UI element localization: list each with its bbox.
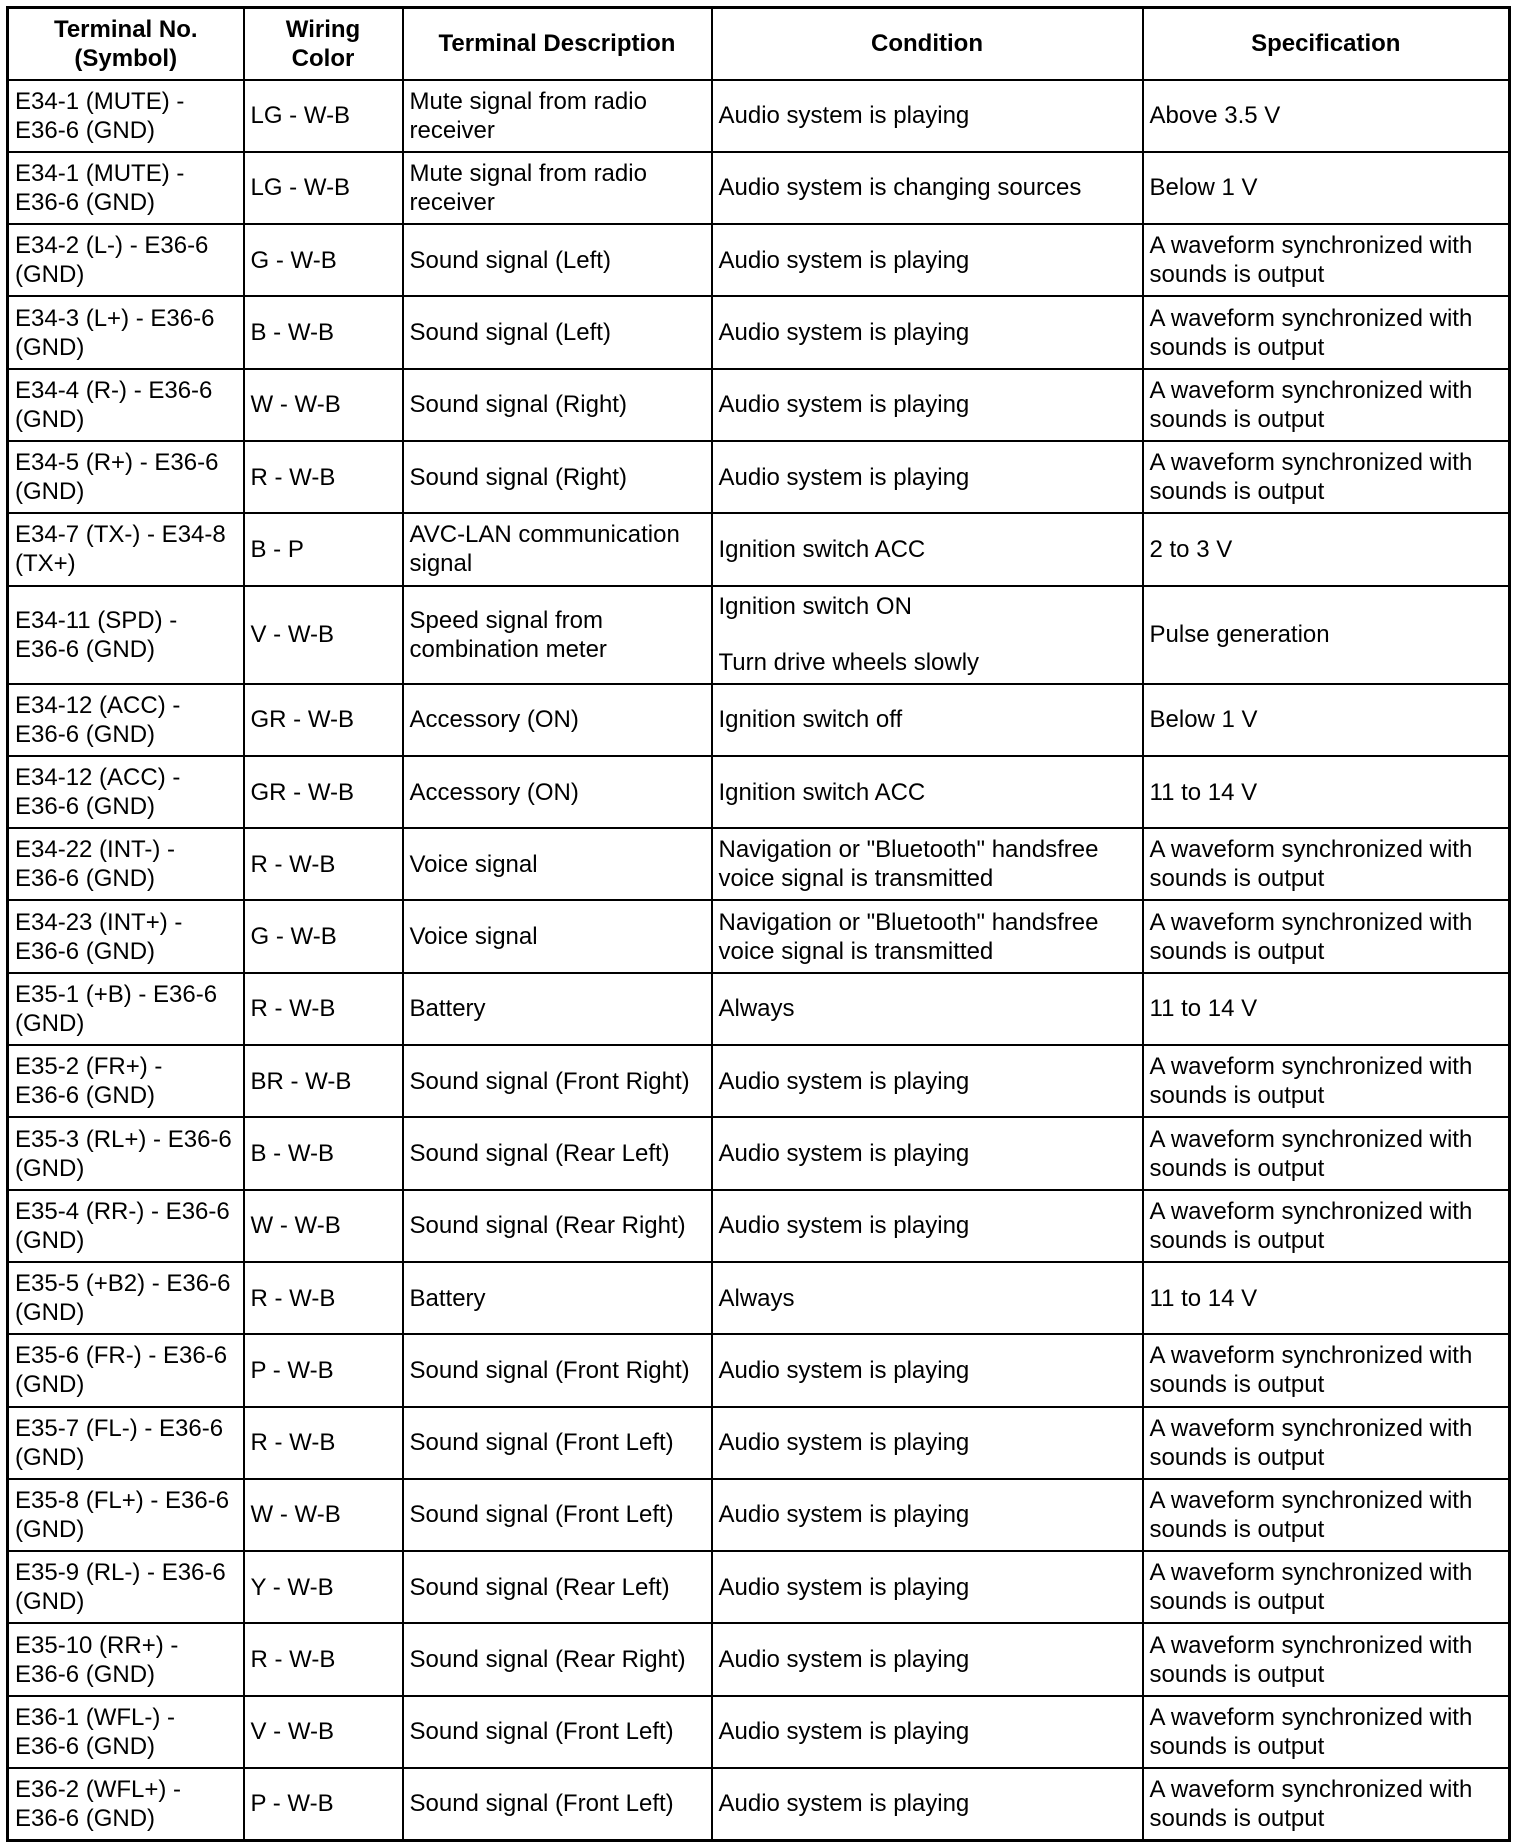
- cell-wiring-color: GR - W-B: [244, 756, 403, 828]
- cell-terminal: E34-5 (R+) - E36-6 (GND): [8, 441, 244, 513]
- cell-terminal: E34-7 (TX-) - E34-8 (TX+): [8, 513, 244, 585]
- cell-specification: A waveform synchronized with sounds is output: [1143, 900, 1510, 972]
- condition-line: Audio system is playing: [718, 391, 970, 419]
- table-row: [8, 441, 1510, 513]
- cell-wiring-color: G - W-B: [244, 224, 403, 296]
- cell-specification: A waveform synchronized with sounds is output: [1143, 1551, 1510, 1623]
- cell-terminal: E34-22 (INT-) - E36-6 (GND): [8, 828, 244, 900]
- cell-specification: Below 1 V: [1143, 152, 1510, 224]
- cell-terminal-description: Sound signal (Rear Left): [403, 1117, 712, 1189]
- cell-terminal: E34-1 (MUTE) - E36-6 (GND): [8, 80, 244, 152]
- cell-terminal-description: Sound signal (Right): [403, 441, 712, 513]
- cell-condition: [712, 1117, 1143, 1189]
- table-row: [8, 828, 1510, 900]
- cell-condition: [712, 1696, 1143, 1768]
- condition-line: Audio system is playing: [718, 1573, 970, 1601]
- cell-terminal: E34-1 (MUTE) - E36-6 (GND): [8, 152, 244, 224]
- cell-terminal-description: Battery: [403, 973, 712, 1045]
- cell-specification: A waveform synchronized with sounds is output: [1143, 1045, 1510, 1117]
- cell-specification: A waveform synchronized with sounds is output: [1143, 1407, 1510, 1479]
- table-row: [8, 1696, 1510, 1768]
- cell-condition: [712, 1045, 1143, 1117]
- cell-condition: [712, 80, 1143, 152]
- table-row: [8, 684, 1510, 756]
- cell-wiring-color: R - W-B: [244, 973, 403, 1045]
- cell-specification: A waveform synchronized with sounds is output: [1143, 1696, 1510, 1768]
- cell-terminal: E34-2 (L-) - E36-6 (GND): [8, 224, 244, 296]
- table-row: [8, 1334, 1510, 1406]
- cell-terminal: E35-1 (+B) - E36-6 (GND): [8, 973, 244, 1045]
- cell-wiring-color: LG - W-B: [244, 152, 403, 224]
- cell-terminal-description: Sound signal (Front Right): [403, 1334, 712, 1406]
- cell-wiring-color: V - W-B: [244, 1696, 403, 1768]
- condition-line: Always: [718, 1284, 795, 1312]
- cell-specification: A waveform synchronized with sounds is output: [1143, 828, 1510, 900]
- condition-line: Audio system is playing: [718, 319, 970, 347]
- cell-specification: 2 to 3 V: [1143, 513, 1510, 585]
- table-row: [8, 296, 1510, 368]
- condition-line: Audio system is playing: [718, 1212, 970, 1240]
- cell-terminal-description: AVC-LAN communication signal: [403, 513, 712, 585]
- cell-specification: A waveform synchronized with sounds is output: [1143, 1117, 1510, 1189]
- cell-condition: [712, 973, 1143, 1045]
- cell-wiring-color: R - W-B: [244, 441, 403, 513]
- cell-wiring-color: W - W-B: [244, 1479, 403, 1551]
- cell-terminal: E35-8 (FL+) - E36-6 (GND): [8, 1479, 244, 1551]
- cell-condition: [712, 1334, 1143, 1406]
- table-row: [8, 1262, 1510, 1334]
- header-specification: Specification: [1143, 8, 1510, 80]
- cell-specification: 11 to 14 V: [1143, 1262, 1510, 1334]
- cell-terminal-description: Sound signal (Rear Left): [403, 1551, 712, 1623]
- table-row: [8, 1407, 1510, 1479]
- cell-terminal: E35-10 (RR+) - E36-6 (GND): [8, 1623, 244, 1695]
- table-header: [8, 8, 1510, 80]
- cell-condition: [712, 441, 1143, 513]
- condition-line: Audio system is changing sources: [718, 174, 1082, 202]
- condition-line: Audio system is playing: [718, 1646, 970, 1674]
- cell-specification: Below 1 V: [1143, 684, 1510, 756]
- table-row: [8, 513, 1510, 585]
- cell-wiring-color: LG - W-B: [244, 80, 403, 152]
- cell-terminal: E35-4 (RR-) - E36-6 (GND): [8, 1190, 244, 1262]
- header-condition: Condition: [712, 8, 1143, 80]
- header-terminal-description: Terminal Description: [403, 8, 712, 80]
- cell-terminal: E36-1 (WFL-) - E36-6 (GND): [8, 1696, 244, 1768]
- condition-line: Audio system is playing: [718, 1718, 970, 1746]
- condition-line: Navigation or "Bluetooth" handsfree voice signal is transmitted: [718, 908, 1099, 965]
- cell-terminal-description: Battery: [403, 1262, 712, 1334]
- cell-wiring-color: B - W-B: [244, 1117, 403, 1189]
- cell-wiring-color: P - W-B: [244, 1334, 403, 1406]
- cell-condition: [712, 828, 1143, 900]
- table-row: [8, 900, 1510, 972]
- condition-line: Audio system is playing: [718, 1501, 970, 1529]
- cell-condition: [712, 224, 1143, 296]
- condition-line: Ignition switch ACC: [718, 778, 926, 806]
- cell-terminal-description: Voice signal: [403, 900, 712, 972]
- cell-wiring-color: G - W-B: [244, 900, 403, 972]
- table-row: [8, 586, 1510, 684]
- cell-terminal: E35-6 (FR-) - E36-6 (GND): [8, 1334, 244, 1406]
- cell-specification: A waveform synchronized with sounds is output: [1143, 1190, 1510, 1262]
- table-row: [8, 152, 1510, 224]
- cell-specification: Pulse generation: [1143, 586, 1510, 684]
- cell-wiring-color: GR - W-B: [244, 684, 403, 756]
- condition-line: Audio system is playing: [718, 1790, 970, 1818]
- condition-line: Audio system is playing: [718, 246, 970, 274]
- cell-wiring-color: W - W-B: [244, 369, 403, 441]
- cell-terminal: E34-4 (R-) - E36-6 (GND): [8, 369, 244, 441]
- table-row: [8, 80, 1510, 152]
- condition-line: Ignition switch ON: [718, 593, 912, 621]
- cell-wiring-color: R - W-B: [244, 1407, 403, 1479]
- cell-terminal-description: Voice signal: [403, 828, 712, 900]
- cell-terminal: E35-7 (FL-) - E36-6 (GND): [8, 1407, 244, 1479]
- cell-specification: A waveform synchronized with sounds is output: [1143, 441, 1510, 513]
- cell-specification: Above 3.5 V: [1143, 80, 1510, 152]
- cell-condition: [712, 1623, 1143, 1695]
- cell-wiring-color: BR - W-B: [244, 1045, 403, 1117]
- cell-condition: [712, 756, 1143, 828]
- cell-terminal-description: Sound signal (Front Left): [403, 1768, 712, 1840]
- cell-specification: 11 to 14 V: [1143, 756, 1510, 828]
- table-body: [8, 80, 1510, 1841]
- header-terminal-no: Terminal No. (Symbol): [8, 8, 244, 80]
- cell-terminal: E34-12 (ACC) - E36-6 (GND): [8, 756, 244, 828]
- cell-terminal: E34-23 (INT+) - E36-6 (GND): [8, 900, 244, 972]
- table-row: [8, 973, 1510, 1045]
- cell-terminal: E34-11 (SPD) - E36-6 (GND): [8, 586, 244, 684]
- cell-specification: A waveform synchronized with sounds is output: [1143, 224, 1510, 296]
- cell-terminal-description: Sound signal (Left): [403, 296, 712, 368]
- table-row: [8, 1117, 1510, 1189]
- cell-terminal-description: Sound signal (Front Left): [403, 1696, 712, 1768]
- cell-terminal: E34-3 (L+) - E36-6 (GND): [8, 296, 244, 368]
- cell-terminal-description: Sound signal (Rear Right): [403, 1623, 712, 1695]
- terminal-spec-table: [6, 6, 1511, 1842]
- table-row: [8, 224, 1510, 296]
- condition-line: Audio system is playing: [718, 1067, 970, 1095]
- table-row: [8, 369, 1510, 441]
- cell-condition: [712, 1768, 1143, 1840]
- cell-wiring-color: Y - W-B: [244, 1551, 403, 1623]
- table-row: [8, 1190, 1510, 1262]
- cell-specification: A waveform synchronized with sounds is output: [1143, 1768, 1510, 1840]
- condition-line: Ignition switch ACC: [718, 535, 926, 563]
- cell-specification: A waveform synchronized with sounds is output: [1143, 1479, 1510, 1551]
- table-row: [8, 1623, 1510, 1695]
- cell-condition: [712, 1479, 1143, 1551]
- cell-terminal: E34-12 (ACC) - E36-6 (GND): [8, 684, 244, 756]
- cell-wiring-color: R - W-B: [244, 1262, 403, 1334]
- cell-terminal: E36-2 (WFL+) - E36-6 (GND): [8, 1768, 244, 1840]
- condition-line: Audio system is playing: [718, 1356, 970, 1384]
- table-row: [8, 1551, 1510, 1623]
- cell-terminal-description: Mute signal from radio receiver: [403, 80, 712, 152]
- condition-line: Ignition switch off: [718, 706, 903, 734]
- cell-condition: [712, 1190, 1143, 1262]
- cell-terminal: E35-3 (RL+) - E36-6 (GND): [8, 1117, 244, 1189]
- header-row: [8, 8, 1510, 80]
- cell-terminal-description: Speed signal from combination meter: [403, 586, 712, 684]
- cell-wiring-color: B - P: [244, 513, 403, 585]
- cell-condition: [712, 296, 1143, 368]
- cell-condition: [712, 1407, 1143, 1479]
- cell-condition: [712, 513, 1143, 585]
- cell-specification: 11 to 14 V: [1143, 973, 1510, 1045]
- table-row: [8, 1045, 1510, 1117]
- cell-specification: A waveform synchronized with sounds is output: [1143, 1334, 1510, 1406]
- condition-line: Turn drive wheels slowly: [718, 649, 980, 677]
- header-wiring-color: Wiring Color: [244, 8, 403, 80]
- cell-condition: [712, 586, 1143, 684]
- table-row: [8, 1768, 1510, 1840]
- cell-terminal: E35-2 (FR+) - E36-6 (GND): [8, 1045, 244, 1117]
- cell-terminal-description: Sound signal (Rear Right): [403, 1190, 712, 1262]
- condition-line: Always: [718, 995, 795, 1023]
- condition-line: Navigation or "Bluetooth" handsfree voice signal is transmitted: [718, 836, 1099, 893]
- cell-terminal: E35-9 (RL-) - E36-6 (GND): [8, 1551, 244, 1623]
- cell-condition: [712, 684, 1143, 756]
- cell-condition: [712, 900, 1143, 972]
- cell-specification: A waveform synchronized with sounds is output: [1143, 1623, 1510, 1695]
- cell-terminal-description: Sound signal (Front Left): [403, 1479, 712, 1551]
- cell-wiring-color: R - W-B: [244, 1623, 403, 1695]
- cell-condition: [712, 369, 1143, 441]
- cell-terminal-description: Sound signal (Front Left): [403, 1407, 712, 1479]
- cell-wiring-color: V - W-B: [244, 586, 403, 684]
- cell-terminal-description: Sound signal (Left): [403, 224, 712, 296]
- cell-terminal-description: Mute signal from radio receiver: [403, 152, 712, 224]
- cell-terminal-description: Accessory (ON): [403, 756, 712, 828]
- condition-line: Audio system is playing: [718, 1140, 970, 1167]
- cell-terminal-description: Accessory (ON): [403, 684, 712, 756]
- cell-specification: A waveform synchronized with sounds is output: [1143, 369, 1510, 441]
- cell-wiring-color: P - W-B: [244, 1768, 403, 1840]
- cell-wiring-color: B - W-B: [244, 296, 403, 368]
- cell-terminal-description: Sound signal (Front Right): [403, 1045, 712, 1117]
- table-row: [8, 1479, 1510, 1551]
- cell-condition: [712, 152, 1143, 224]
- cell-terminal-description: Sound signal (Right): [403, 369, 712, 441]
- condition-line: Audio system is playing: [718, 102, 970, 130]
- cell-wiring-color: R - W-B: [244, 828, 403, 900]
- table-row: [8, 756, 1510, 828]
- cell-condition: [712, 1551, 1143, 1623]
- condition-line: Audio system is playing: [718, 463, 970, 491]
- cell-specification: A waveform synchronized with sounds is output: [1143, 296, 1510, 368]
- cell-wiring-color: W - W-B: [244, 1190, 403, 1262]
- condition-line: Audio system is playing: [718, 1429, 970, 1457]
- cell-terminal: E35-5 (+B2) - E36-6 (GND): [8, 1262, 244, 1334]
- cell-condition: [712, 1262, 1143, 1334]
